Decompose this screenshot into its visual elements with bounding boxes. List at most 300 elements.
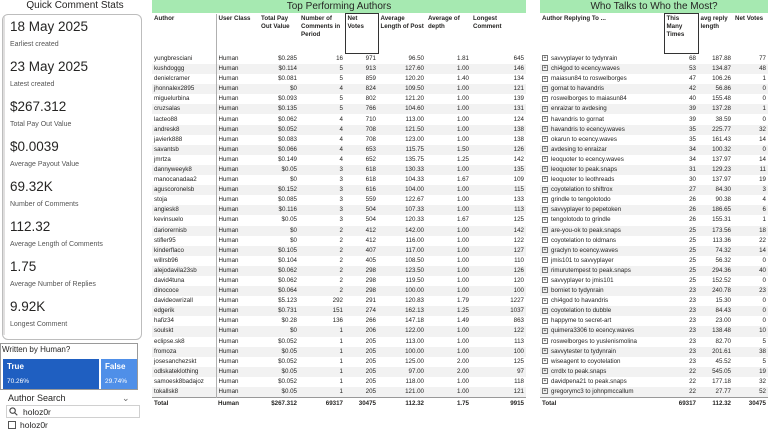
table-cell: 1 bbox=[299, 347, 345, 357]
expand-icon[interactable]: + bbox=[543, 65, 547, 72]
table-cell: Human bbox=[218, 196, 239, 204]
table-cell: 109 bbox=[513, 176, 524, 184]
expand-icon[interactable]: + bbox=[543, 146, 547, 153]
table-cell: $0.114 bbox=[259, 64, 299, 74]
option-checkbox[interactable] bbox=[8, 421, 16, 429]
table-cell: 106.26 bbox=[712, 75, 731, 83]
table-cell: angiesk8 bbox=[152, 205, 216, 215]
table-row[interactable] bbox=[540, 226, 768, 236]
total-cell: 30475 bbox=[345, 398, 378, 410]
table-cell: 504 bbox=[365, 216, 376, 224]
table-cell: kinderflaco bbox=[152, 246, 216, 256]
table-cell: 48 bbox=[733, 64, 768, 74]
table-cell: 1.00 bbox=[426, 387, 471, 398]
column-header[interactable]: Net Votes bbox=[735, 14, 764, 22]
table-row[interactable] bbox=[152, 125, 526, 135]
table-cell: 45.52 bbox=[715, 357, 731, 365]
total-cell: 69317 bbox=[664, 398, 698, 410]
table-cell: 618 bbox=[365, 176, 376, 184]
table-cell: 122 bbox=[513, 236, 524, 244]
table-cell: 645 bbox=[513, 54, 524, 62]
table-cell: $0.149 bbox=[278, 155, 297, 163]
table-cell: $0.105 bbox=[259, 246, 299, 256]
table-cell: 1.25 bbox=[426, 306, 471, 316]
table-row[interactable] bbox=[540, 286, 768, 296]
table-cell: 35 bbox=[689, 135, 696, 143]
table-cell: 122.00 bbox=[378, 326, 426, 336]
table-row[interactable] bbox=[540, 135, 768, 145]
table-row[interactable] bbox=[540, 185, 768, 195]
table-cell: 138.48 bbox=[698, 326, 733, 336]
table-cell: 108.50 bbox=[405, 256, 424, 264]
table-row[interactable] bbox=[540, 256, 768, 266]
reply-pair-cell bbox=[540, 377, 664, 387]
table-row[interactable] bbox=[540, 296, 768, 306]
table-cell: 205 bbox=[345, 367, 378, 377]
table-row[interactable] bbox=[540, 215, 768, 225]
total-cell: 1.75 bbox=[426, 398, 471, 410]
table-cell: 113 bbox=[514, 337, 524, 345]
table-cell: davideowrizall bbox=[152, 296, 216, 306]
stat-value: 1.75 bbox=[10, 259, 37, 274]
table-row[interactable] bbox=[152, 175, 526, 185]
table-row[interactable] bbox=[540, 74, 768, 84]
table-cell: andresk8 bbox=[152, 125, 216, 135]
table-row[interactable] bbox=[540, 316, 768, 326]
table-cell: $0.28 bbox=[281, 317, 297, 325]
table-row[interactable] bbox=[152, 236, 526, 246]
table-cell: 4 bbox=[339, 155, 343, 163]
table-cell: 407 bbox=[345, 246, 378, 256]
table-row[interactable] bbox=[540, 347, 768, 357]
table-cell: 74.32 bbox=[698, 246, 733, 256]
table-row[interactable] bbox=[152, 135, 526, 145]
reply-pair-label: leoquoter to leothreads bbox=[551, 176, 615, 184]
expand-icon[interactable]: + bbox=[543, 378, 547, 385]
table-row[interactable] bbox=[540, 276, 768, 286]
table-cell: 142 bbox=[471, 226, 526, 236]
table-cell: 1 bbox=[339, 357, 343, 365]
table-cell: 173.56 bbox=[698, 226, 733, 236]
table-cell: 14 bbox=[759, 155, 766, 163]
table-cell: 205 bbox=[345, 387, 378, 398]
table-cell: 1.00 bbox=[456, 256, 469, 264]
reply-pair-label: gregorymc3 to johnpmccallum bbox=[551, 388, 634, 395]
table-cell: Human bbox=[216, 104, 259, 114]
table-cell: 23 bbox=[689, 337, 696, 345]
table-cell: $0.152 bbox=[259, 185, 299, 195]
table-cell: 1.00 bbox=[456, 135, 469, 143]
expand-icon[interactable]: + bbox=[543, 95, 547, 102]
expand-icon[interactable]: + bbox=[543, 166, 547, 173]
table-row[interactable] bbox=[540, 94, 768, 104]
table-cell: $5.123 bbox=[278, 297, 297, 305]
reply-pair-label: savvytester to tydynrain bbox=[551, 347, 616, 355]
expand-icon[interactable]: + bbox=[543, 216, 547, 223]
table-cell: 298 bbox=[365, 277, 376, 285]
column-header[interactable]: Average of depth bbox=[428, 14, 460, 30]
table-row[interactable] bbox=[540, 357, 768, 367]
reply-pair-cell bbox=[540, 337, 664, 347]
table-cell: yungbresciani bbox=[152, 54, 216, 65]
table-cell: 131 bbox=[471, 104, 526, 114]
expand-icon[interactable]: + bbox=[543, 327, 547, 334]
table-cell: 653 bbox=[345, 145, 378, 155]
column-header[interactable]: This Many Times bbox=[664, 14, 698, 54]
table-cell: odlskateklothing bbox=[152, 367, 216, 377]
table-cell: Human bbox=[216, 145, 259, 155]
table-cell: 130.33 bbox=[378, 165, 426, 175]
reply-pair-label: roswelborges to maiasun84 bbox=[551, 95, 627, 103]
table-cell: 22 bbox=[759, 236, 766, 244]
table-row[interactable] bbox=[540, 64, 768, 74]
table-row[interactable] bbox=[540, 377, 768, 387]
table-row[interactable] bbox=[540, 145, 768, 155]
reply-pair-label: grindle to tengolotodo bbox=[551, 196, 611, 204]
table-cell: soulskt bbox=[152, 326, 216, 336]
table-cell: $0.062 bbox=[259, 266, 299, 276]
table-row[interactable] bbox=[152, 104, 526, 114]
table-cell: 121 bbox=[471, 84, 526, 94]
table-cell: 97 bbox=[471, 367, 526, 377]
table-cell: 146 bbox=[471, 64, 526, 74]
table-cell: 1.00 bbox=[426, 165, 471, 175]
column-header[interactable]: avg reply length bbox=[700, 14, 728, 30]
expand-icon[interactable]: + bbox=[543, 277, 547, 284]
reply-pair-label: leoquoter to ecency.waves bbox=[551, 155, 624, 163]
reply-pair-cell bbox=[540, 74, 664, 84]
table-row[interactable] bbox=[540, 125, 768, 135]
table-cell: 971 bbox=[365, 55, 376, 62]
table-cell: 1.00 bbox=[456, 196, 469, 204]
expand-icon[interactable]: + bbox=[543, 226, 547, 233]
table-cell: 142 bbox=[513, 155, 524, 163]
table-cell: 115 bbox=[471, 185, 526, 195]
column-header[interactable]: Longest Comment bbox=[473, 14, 502, 30]
table-cell: 4 bbox=[299, 145, 345, 155]
reply-pair-label: coyotelation to oldmans bbox=[551, 236, 617, 244]
table-row[interactable] bbox=[152, 74, 526, 84]
column-header[interactable]: Number of Comments in Period bbox=[301, 14, 341, 38]
table-row[interactable] bbox=[152, 357, 526, 367]
table-row[interactable] bbox=[540, 387, 768, 398]
table-row[interactable] bbox=[152, 266, 526, 276]
expand-icon[interactable]: + bbox=[543, 337, 547, 344]
reply-pair-label: havandris to gornat bbox=[551, 115, 604, 123]
expand-icon[interactable]: + bbox=[543, 317, 547, 324]
table-cell: 0 bbox=[762, 277, 766, 285]
table-cell: 155.31 bbox=[712, 216, 731, 224]
expand-icon[interactable]: + bbox=[543, 176, 547, 183]
expand-icon[interactable]: + bbox=[543, 297, 547, 304]
table-row[interactable] bbox=[152, 64, 526, 74]
table-cell: 137.97 bbox=[712, 176, 731, 184]
expand-icon[interactable]: + bbox=[543, 257, 547, 264]
expand-icon[interactable]: + bbox=[543, 307, 547, 314]
table-cell: 124 bbox=[513, 115, 524, 123]
table-row[interactable] bbox=[540, 306, 768, 316]
table-cell: 3 bbox=[339, 176, 343, 184]
table-row[interactable] bbox=[152, 286, 526, 296]
table-cell: 4 bbox=[299, 84, 345, 94]
table-row[interactable] bbox=[152, 276, 526, 286]
table-cell: 1 bbox=[339, 377, 343, 385]
reply-pair-cell bbox=[540, 165, 664, 175]
table-row[interactable] bbox=[152, 185, 526, 195]
table-cell: 121.50 bbox=[378, 125, 426, 135]
column-header[interactable]: Author Replying To ... bbox=[542, 14, 606, 22]
table-cell: stoja bbox=[152, 195, 216, 205]
table-row[interactable] bbox=[152, 256, 526, 266]
reply-pair-label: quimera3306 to ecency.waves bbox=[551, 327, 635, 335]
reply-pair-label: rimurutempest to peak.snaps bbox=[551, 266, 631, 274]
stats-card bbox=[2, 14, 142, 340]
author-search-input[interactable] bbox=[6, 405, 140, 418]
column-header[interactable]: User Class bbox=[218, 14, 251, 22]
table-cell: 133 bbox=[513, 196, 524, 204]
table-row[interactable] bbox=[540, 114, 768, 124]
column-header[interactable]: Net Votes bbox=[345, 14, 378, 54]
table-row[interactable] bbox=[540, 84, 768, 94]
table-cell: 0 bbox=[762, 115, 766, 123]
table-cell: 4 bbox=[762, 196, 766, 204]
reply-pair-cell bbox=[540, 367, 664, 377]
expand-icon[interactable]: + bbox=[543, 247, 547, 254]
table-cell: 90.38 bbox=[715, 196, 731, 204]
author-option[interactable] bbox=[8, 420, 142, 430]
reply-pair-label: chi4god to ecency.waves bbox=[551, 65, 620, 73]
table-cell: 405 bbox=[365, 256, 376, 264]
table-cell: 824 bbox=[345, 84, 378, 94]
table-row[interactable] bbox=[540, 337, 768, 347]
table-row[interactable] bbox=[540, 165, 768, 175]
table-row[interactable] bbox=[152, 94, 526, 104]
reply-pair-cell bbox=[540, 104, 664, 114]
table-cell: 151 bbox=[299, 306, 345, 316]
column-header[interactable]: Average Length of Post bbox=[380, 14, 424, 30]
table-cell: david4tuna bbox=[152, 276, 216, 286]
table-cell: 125 bbox=[513, 216, 524, 224]
expand-icon[interactable]: + bbox=[543, 348, 547, 355]
expand-icon[interactable]: + bbox=[543, 136, 547, 143]
table-row[interactable] bbox=[540, 54, 768, 65]
top-authors-table[interactable] bbox=[152, 13, 526, 430]
expand-icon[interactable]: + bbox=[543, 115, 547, 122]
table-cell: 100.32 bbox=[698, 145, 733, 155]
stat-value: 112.32 bbox=[10, 219, 51, 234]
table-cell: denielcramer bbox=[152, 74, 216, 84]
expand-icon[interactable]: + bbox=[543, 186, 547, 193]
table-cell: 1.00 bbox=[456, 115, 469, 123]
table-cell: 113.00 bbox=[405, 115, 424, 123]
table-cell: Human bbox=[216, 246, 259, 256]
table-cell: Human bbox=[218, 317, 239, 325]
table-cell: 205 bbox=[365, 377, 376, 385]
table-cell: 27.77 bbox=[698, 387, 733, 398]
expand-icon[interactable]: + bbox=[543, 358, 547, 365]
expand-icon[interactable]: + bbox=[543, 156, 547, 163]
table-cell: Human bbox=[218, 135, 239, 143]
table-cell: 38.59 bbox=[715, 115, 731, 123]
table-cell: fromoza bbox=[152, 347, 216, 357]
human-false-pct: 29.74% bbox=[105, 378, 128, 385]
expand-icon[interactable]: + bbox=[543, 55, 547, 62]
table-row[interactable] bbox=[152, 145, 526, 155]
expand-icon[interactable]: + bbox=[543, 125, 547, 132]
table-cell: 129.23 bbox=[698, 165, 733, 175]
expand-icon[interactable]: + bbox=[543, 368, 547, 375]
human-true-bar[interactable] bbox=[3, 359, 99, 389]
table-cell: 10 bbox=[733, 326, 768, 336]
table-cell: 23 bbox=[733, 286, 768, 296]
table-cell: $0.05 bbox=[259, 387, 299, 398]
table-cell: 142.00 bbox=[378, 226, 426, 236]
table-row[interactable] bbox=[152, 306, 526, 316]
table-row[interactable] bbox=[152, 377, 526, 387]
table-row[interactable] bbox=[152, 205, 526, 215]
column-header[interactable]: Author bbox=[152, 14, 216, 54]
table-cell: Human bbox=[218, 337, 239, 345]
reply-pair-label: savvyplayer to jmis101 bbox=[551, 277, 614, 285]
table-cell: $0.052 bbox=[259, 125, 299, 135]
table-cell: 1.00 bbox=[426, 185, 471, 195]
table-cell: $0.062 bbox=[278, 115, 297, 123]
table-cell: 802 bbox=[365, 95, 376, 103]
expand-icon[interactable]: + bbox=[543, 206, 547, 213]
table-row[interactable] bbox=[152, 246, 526, 256]
expand-icon[interactable]: + bbox=[543, 105, 547, 112]
total-cell: 69317 bbox=[299, 398, 345, 410]
column-header[interactable]: Total Pay Out Value bbox=[261, 14, 290, 30]
table-cell: 19 bbox=[733, 367, 768, 377]
expand-icon[interactable]: + bbox=[543, 85, 547, 92]
human-false-bar[interactable] bbox=[101, 359, 137, 389]
expand-icon[interactable]: + bbox=[543, 267, 547, 274]
table-cell: Human bbox=[216, 286, 259, 296]
reply-pair-cell bbox=[540, 155, 664, 165]
table-row[interactable] bbox=[152, 296, 526, 306]
table-row[interactable] bbox=[152, 387, 526, 398]
reply-pair-cell bbox=[540, 236, 664, 246]
table-cell: $0.062 bbox=[278, 277, 297, 285]
expand-icon[interactable]: + bbox=[543, 287, 547, 294]
table-cell: 18 bbox=[733, 226, 768, 236]
table-cell: $0 bbox=[259, 326, 299, 336]
expand-icon[interactable]: + bbox=[543, 237, 547, 243]
stat-value: 18 May 2025 bbox=[10, 19, 89, 34]
table-row[interactable] bbox=[540, 155, 768, 165]
stat-value: $0.0039 bbox=[10, 139, 59, 154]
table-cell: $0.116 bbox=[259, 205, 299, 215]
table-row[interactable] bbox=[540, 266, 768, 276]
table-cell: 5 bbox=[339, 75, 343, 83]
expand-icon[interactable]: + bbox=[543, 196, 547, 203]
table-row[interactable] bbox=[540, 326, 768, 336]
table-cell: 766 bbox=[345, 104, 378, 114]
table-cell: 0 bbox=[733, 306, 768, 316]
table-cell: 134 bbox=[513, 75, 524, 83]
table-cell: $0.05 bbox=[259, 165, 299, 175]
table-cell: 5 bbox=[762, 357, 766, 365]
table-cell: 16 bbox=[336, 54, 343, 62]
table-row[interactable] bbox=[540, 205, 768, 215]
table-row[interactable] bbox=[152, 165, 526, 175]
chevron-down-icon[interactable]: ⌄ bbox=[122, 393, 130, 403]
author-option-label: holoz0r bbox=[20, 420, 48, 430]
reply-pair-label: leoquoter to peak.snaps bbox=[551, 165, 618, 173]
table-cell: 136 bbox=[332, 317, 343, 325]
table-cell: 161.43 bbox=[712, 135, 731, 143]
table-cell: Human bbox=[218, 357, 239, 365]
table-row[interactable] bbox=[152, 195, 526, 205]
table-cell: 120 bbox=[513, 277, 524, 285]
table-cell: dannyweeyk8 bbox=[152, 165, 216, 175]
table-row[interactable] bbox=[152, 316, 526, 326]
table-cell: manocanadaa2 bbox=[152, 175, 216, 185]
expand-icon[interactable]: + bbox=[543, 388, 547, 395]
table-row[interactable] bbox=[540, 246, 768, 256]
who-talks-table[interactable] bbox=[540, 13, 768, 430]
human-chart-title: Written by Human? bbox=[2, 345, 71, 354]
table-row[interactable] bbox=[152, 114, 526, 124]
expand-icon[interactable]: + bbox=[543, 75, 547, 82]
table-row[interactable] bbox=[540, 195, 768, 205]
table-row[interactable] bbox=[152, 226, 526, 236]
table-row[interactable] bbox=[152, 54, 526, 65]
table-cell: Human bbox=[216, 84, 259, 94]
table-cell: 201.61 bbox=[698, 347, 733, 357]
table-cell: 5 bbox=[299, 104, 345, 114]
reply-pair-label: wiseagent to coyotelation bbox=[551, 357, 621, 365]
table-cell: 225.77 bbox=[698, 125, 733, 135]
table-row[interactable] bbox=[152, 155, 526, 165]
table-cell: 1.00 bbox=[456, 236, 469, 244]
table-cell: willrsb96 bbox=[152, 256, 216, 266]
table-cell: 3 bbox=[339, 216, 343, 224]
table-row[interactable] bbox=[152, 215, 526, 225]
reply-pair-label: borniet to tydynrain bbox=[551, 287, 604, 295]
table-row[interactable] bbox=[152, 337, 526, 347]
table-row[interactable] bbox=[540, 236, 768, 246]
table-cell: 40 bbox=[689, 95, 696, 103]
table-row[interactable] bbox=[540, 367, 768, 377]
table-cell: 23.00 bbox=[715, 317, 731, 325]
table-row[interactable] bbox=[152, 84, 526, 94]
table-cell: 25 bbox=[664, 266, 698, 276]
table-cell: 708 bbox=[345, 125, 378, 135]
reply-pair-cell bbox=[540, 226, 664, 236]
table-row[interactable] bbox=[152, 347, 526, 357]
table-cell: 23 bbox=[689, 297, 696, 305]
stat-card bbox=[3, 295, 142, 335]
table-row[interactable] bbox=[152, 326, 526, 336]
table-cell: 26 bbox=[689, 196, 696, 204]
table-cell: 2 bbox=[299, 226, 345, 236]
table-cell: 11 bbox=[733, 165, 768, 175]
reply-pair-label: enraizar to avdesing bbox=[551, 105, 607, 113]
table-cell: 34 bbox=[689, 155, 696, 163]
reply-pair-label: crrdlx to peak.snaps bbox=[551, 367, 607, 375]
stat-card bbox=[3, 215, 142, 255]
author-search-title: Author Search bbox=[8, 393, 66, 403]
table-row[interactable] bbox=[540, 104, 768, 114]
table-cell: 152.52 bbox=[712, 277, 731, 285]
table-row[interactable] bbox=[152, 367, 526, 377]
table-row[interactable] bbox=[540, 175, 768, 185]
reply-pair-cell bbox=[540, 266, 664, 276]
table-cell: Human bbox=[216, 266, 259, 276]
table-cell: 25 bbox=[689, 256, 696, 264]
